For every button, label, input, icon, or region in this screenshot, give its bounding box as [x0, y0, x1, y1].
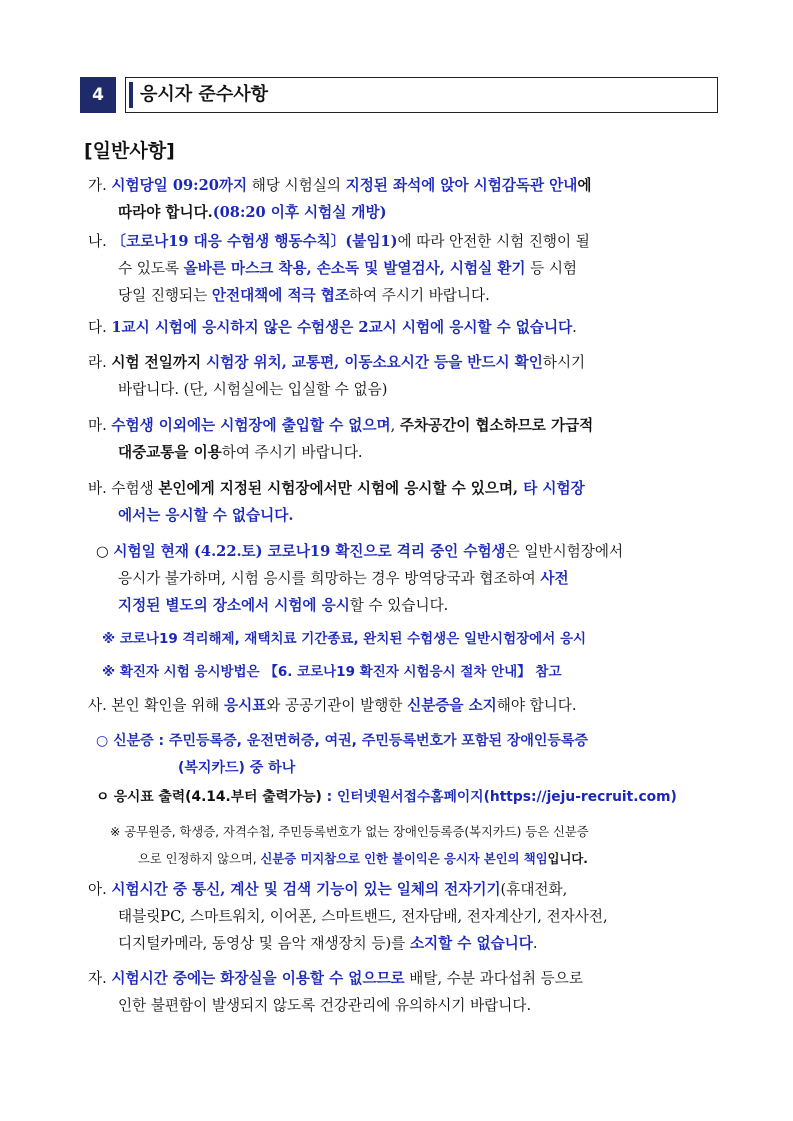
item-na-line2: 수 있도록 올바른 마스크 착용, 손소독 및 발열검사, 시험실 환기 등 시험: [118, 260, 578, 277]
item-ma: [88, 412, 728, 466]
item-ga-line1: 가. 시험당일 09:20까지 해당 시험실의 지정된 좌석에 앉아 시험감독관 안내에: [88, 177, 592, 194]
item-ma-line1: 마. 수험생 이외에는 시험장에 출입할 수 없으며, 주차공간이 협소하므로 가급적: [88, 417, 594, 434]
item-sa-line1: 사. 본인 확인을 위해 응시표와 공공기관이 발행한 신분증을 소지해야 합니다.: [88, 697, 577, 714]
item-ra: [88, 349, 728, 403]
section-title-box: [125, 77, 718, 113]
item-sa: [88, 692, 728, 719]
item-sa-note-line2: 으로 인정하지 않으며, 신분증 미지참으로 인한 불이익은 응시자 본인의 책임입니다.: [138, 852, 588, 866]
item-sa-note: [110, 819, 750, 873]
item-ba-line1: 바. 수험생 본인에게 지정된 시험장에서만 시험에 응시할 수 있으며, 타 시험장: [88, 480, 585, 497]
item-ba-bullet-line1: ○ 시험일 현재 (4.22.토) 코로나19 확진으로 격리 중인 수험생은 일반시험장에서: [96, 543, 624, 560]
item-na-line3: 당일 진행되는 안전대책에 적극 협조하여 주시기 바랍니다.: [118, 287, 490, 304]
section-title-bar: [129, 82, 133, 108]
item-na: [88, 228, 728, 309]
item-a-line1: 아. 시험시간 중 통신, 계산 및 검색 기능이 있는 일체의 전자기기(휴대전화,: [88, 881, 568, 898]
item-sa-bullet1: [96, 728, 736, 782]
item-sa-note-line1: ※ 공무원증, 학생증, 자격수첩, 주민등록번호가 없는 장애인등록증(복지카드) 등은 신분증: [110, 825, 589, 839]
item-ja: [88, 965, 728, 1019]
section-title: 응시자 준수사항: [140, 84, 268, 105]
item-ja-line1: 자. 시험시간 중에는 화장실을 이용할 수 없으므로 배탈, 수분 과다섭취 등으로: [88, 970, 583, 987]
item-ma-line2: 대중교통을 이용하여 주시기 바랍니다.: [118, 444, 363, 461]
item-sa-bullet1-line1: ○ 신분증 : 주민등록증, 운전면허증, 여권, 주민등록번호가 포함된 장애인등록증: [96, 733, 589, 749]
item-ba-bullet: [96, 538, 736, 619]
item-da-line1: 다. 1교시 시험에 응시하지 않은 수험생은 2교시 시험에 응시할 수 없습니다.: [88, 319, 577, 336]
item-a-line2: 태블릿PC, 스마트워치, 이어폰, 스마트밴드, 전자담배, 전자계산기, 전자사전,: [118, 908, 608, 925]
item-ba-bullet-line3: 지정된 별도의 장소에서 시험에 응시할 수 있습니다.: [118, 597, 449, 614]
item-ba-note2: ※ 확진자 시험 응시방법은 【6. 코로나19 확진자 시험응시 절차 안내】 참고: [102, 664, 562, 680]
section-number: 4: [80, 77, 116, 113]
item-da: [88, 314, 728, 341]
item-a-line3: 디지털카메라, 동영상 및 음악 재생장치 등)를 소지할 수 없습니다.: [118, 935, 538, 952]
item-ba: [88, 475, 728, 529]
item-ga-line2: 따라야 합니다.(08:20 이후 시험실 개방): [118, 204, 387, 221]
item-a: [88, 876, 728, 957]
item-sa-bullet1-line2: (복지카드) 중 하나: [178, 760, 296, 776]
section-header: [80, 77, 718, 113]
item-ra-line1: 라. 시험 전일까지 시험장 위치, 교통편, 이동소요시간 등을 반드시 확인하시기: [88, 354, 586, 371]
item-na-line1: 나. 〔코로나19 대응 수험생 행동수칙〕(붙임1)에 따라 안전한 시험 진행이 될: [88, 233, 590, 250]
subheading: [일반사항]: [84, 140, 175, 162]
item-ba-bullet-line2: 응시가 불가하며, 시험 응시를 희망하는 경우 방역당국과 협조하여 사전: [118, 570, 569, 587]
item-ra-line2: 바랍니다. (단, 시험실에는 입실할 수 없음): [118, 381, 388, 398]
item-ga: [88, 172, 728, 226]
item-ba-note1: ※ 코로나19 격리해제, 재택치료 기간종료, 완치된 수험생은 일반시험장에서 응시: [102, 631, 587, 647]
item-ba-line2: 에서는 응시할 수 없습니다.: [118, 507, 294, 524]
item-sa-bullet2: ㅇ 응시표 출력(4.14.부터 출력가능) : 인터넷원서접수홈페이지(https://jeju-recruit.com): [96, 789, 677, 805]
item-ja-line2: 인한 불편함이 발생되지 않도록 건강관리에 유의하시기 바랍니다.: [118, 997, 532, 1014]
